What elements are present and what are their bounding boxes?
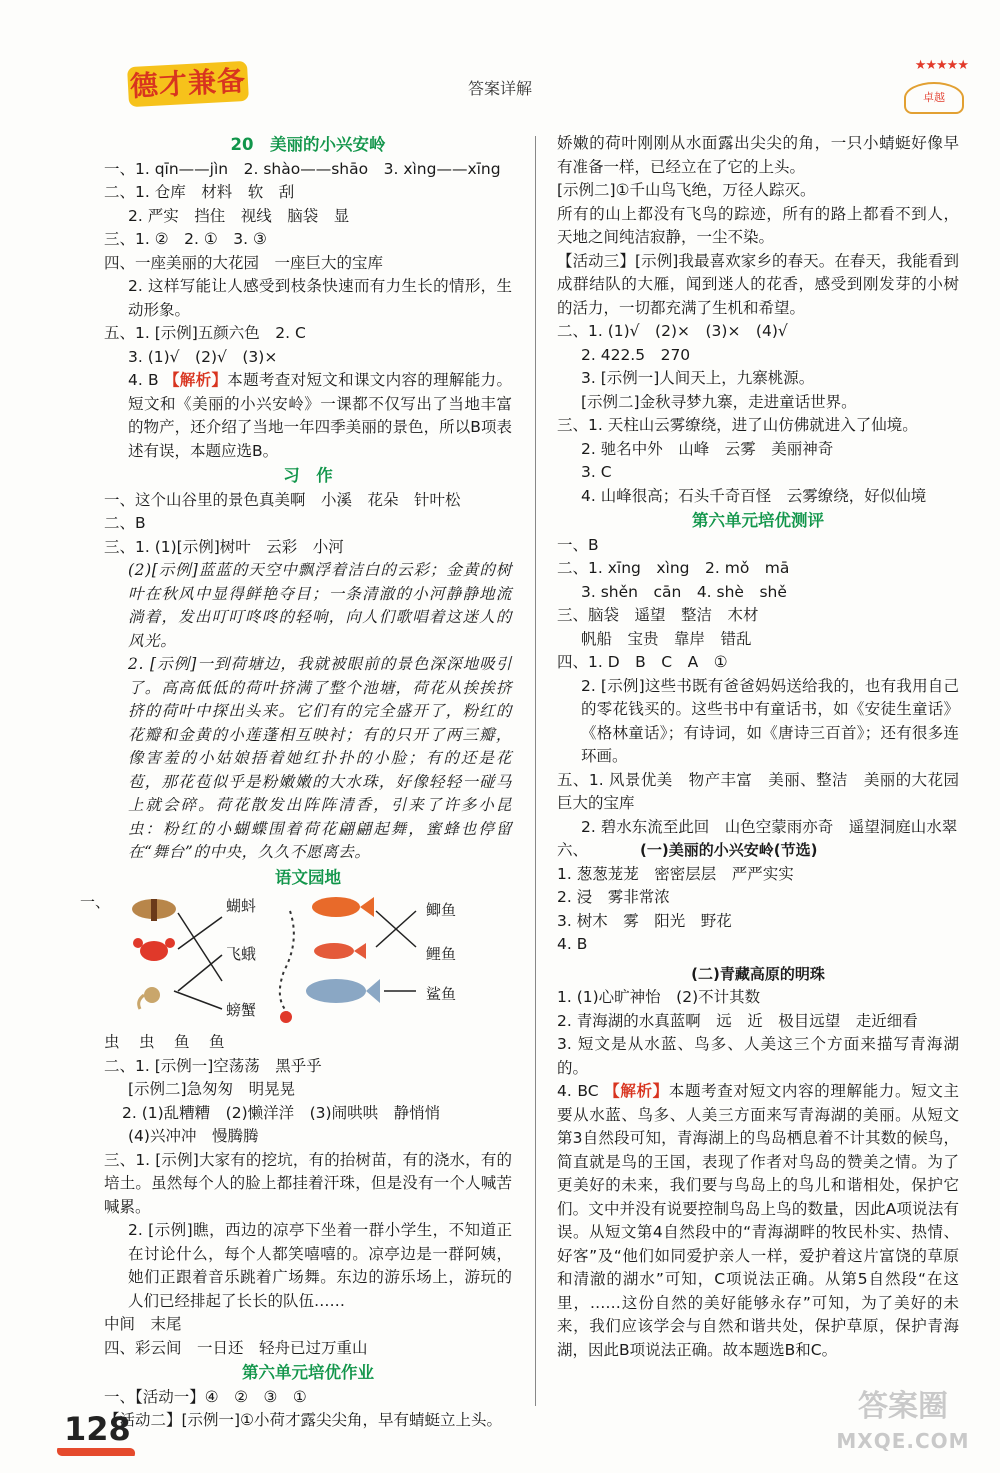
analysis-tag: 【解析】 (604, 1082, 669, 1100)
answer-line (557, 839, 959, 863)
category-labels: 虫 虫 鱼 鱼 (104, 1033, 227, 1051)
answer-line: 帆船 宝贵 靠岸 错乱 (581, 629, 752, 648)
match-word-left: 蝴蚪 (226, 897, 257, 915)
subsection-title: (二)青藏高原的明珠 (691, 964, 825, 983)
section-title: 20 美丽的小兴安岭 (230, 135, 386, 154)
answer-line: 2. 驰名中外 山峰 云雾 美丽神奇 (581, 439, 834, 458)
answer-line: 【活动二】[示例一]①小荷才露尖尖角，早有蜻蜓立上头。 (104, 1411, 502, 1429)
publisher-badge: 卓越 (904, 82, 964, 114)
answer-line: 【活动三】[示例]我最喜欢家乡的春天。在春天，我能看到成群结队的大雁，闻到迷人的花香，感受到刚发芽的小树的活力，一切都充满了生机和希望。 (557, 251, 959, 317)
answer-line: 一、【活动一】④ ② ③ ① (104, 1387, 307, 1406)
answer-line: 1. (1)心旷神怡 (2)不计其数 (557, 988, 761, 1006)
answer-line: 三、1. [示例]大家有的挖坑，有的抬树苗，有的浇水，有的培土。虽然每个人的脸上都挂着汗珠，但是没有一个人喊苦喊累。 (104, 1150, 512, 1216)
stars-icon: ★★★★★ (914, 58, 968, 73)
answer-line: 三、脑袋 遥望 整洁 木材 (557, 606, 759, 624)
answer-line: 四、一座美丽的大花园 一座巨大的宝库 (104, 253, 384, 272)
answer-line: 2. 青海湖的水真蓝啊 远 近 极目远望 走近细看 (557, 1011, 918, 1030)
answer-line: 一、这个山谷里的景色真美啊 小溪 花朵 针叶松 (104, 490, 461, 509)
answer-line: 一、B (557, 535, 599, 554)
answer-line: 1. 葱葱茏茏 密密层层 严严实实 (557, 864, 794, 883)
answer-line: 二、1. (1)√ (2)× (3)× (4)√ (557, 322, 788, 340)
moth-icon (132, 899, 176, 921)
answer-line: 3. (1)√ (2)√ (3)× (128, 347, 278, 366)
answer-line: 3. 短文是从水蓝、鸟多、人美这三个方面来描写青海湖的。 (557, 1035, 959, 1077)
answer-line: 2. 碧水东流至此回 山色空蒙雨亦奇 遥望洞庭山水翠 (581, 817, 958, 836)
answer-line: 二、1. 仓库 材料 软 刮 (104, 183, 295, 201)
handwritten-answer: (2)[示例]蓝蓝的天空中飘浮着洁白的云彩；金黄的树叶在秋风中显得鲜艳夺目；一条清澈的小河静静地流淌着，发出叮叮咚咚的轻响，向人们歌唱着这迷人的风光。 (128, 561, 512, 650)
answer-line: 3. 树木 雾 阳光 野花 (557, 911, 732, 930)
match-line (178, 955, 222, 991)
column-divider (535, 136, 536, 1406)
decorative-swoosh (55, 1448, 138, 1456)
analysis-paragraph (557, 1080, 959, 1362)
watermark-title: 答案圈 (858, 1389, 948, 1424)
right-column (557, 132, 975, 1362)
answer-line: 4. 山峰很高；石头千奇百怪 云雾缭绕，好似仙境 (581, 486, 927, 505)
analysis-paragraph (104, 369, 512, 463)
answer-line: [示例二]金秋寻梦九寨，走进童话世界。 (581, 392, 857, 411)
analysis-text: 本题考查对短文内容的理解能力。短文主要从水蓝、鸟多、人美三方面来写青海湖的美丽。从短文第3自然段可知，青海湖上的鸟岛栖息着不计其数的候鸟，简直就是鸟的王国，表现了作者对鸟岛的赞美之情。为了更美好的未来，我们要与鸟岛上的鸟儿和谐相处，保护它们。文中并没有说要控制鸟岛上鸟的数量，因此A项说法有误。从短文第4自然段中的“青海湖畔的牧民朴实、热情、好客”及“他们如同爱护亲人一样，爱护着这片富饶的草原和清澈的湖水”可知，C项说法正确。从第5自然段“在这里，……这份自然的美好能够永存”可知，为了美好的未来，我们应该学会与自然和谐共处，保护草原，保护青海湖，因此B项说法正确。故本题选B和C。 (557, 1082, 959, 1359)
answer-text: 4. BC (557, 1082, 605, 1100)
brand-logo: 德才兼备 (127, 61, 249, 107)
answer-line: 三、1. 天柱山云雾缭绕，进了山仿佛就进入了仙境。 (557, 416, 918, 434)
answer-line: 所有的山上都没有飞鸟的踪迹，所有的路上都看不到人，天地之间纯洁寂静，一尘不染。 (557, 204, 959, 246)
subsection-title: (一)美丽的小兴安岭(节选) (640, 841, 818, 859)
section-title: 第六单元培优测评 (692, 511, 824, 530)
answer-line: (4)兴冲冲 慢腾腾 (128, 1127, 259, 1145)
answer-line: 四、彩云间 一日还 轻舟已过万重山 (104, 1338, 368, 1357)
answer-line: 五、1. 风景优美 物产丰富 美丽、整洁 美丽的大花园 巨大的宝库 (557, 770, 975, 812)
answer-line: 二、B (104, 514, 146, 532)
answer-line: 三、1. (1)[示例]树叶 云彩 小河 (104, 537, 344, 556)
watermark-url: MXQE.COM (836, 1429, 970, 1453)
match-word-right: 鲤鱼 (426, 945, 457, 963)
answer-line: 2. 422.5 270 (581, 345, 691, 364)
match-word-right: 鲫鱼 (426, 901, 457, 919)
answer-line: 2. 浸 雾非常浓 (557, 888, 670, 906)
answer-line: 3. shěn cān 4. shè shě (581, 582, 787, 601)
answer-line: 中间 末尾 (104, 1315, 182, 1333)
watermark (828, 1390, 978, 1458)
answer-line: 3. C (581, 463, 612, 481)
tadpole-icon (139, 987, 160, 1009)
match-word-right: 鲨鱼 (426, 985, 457, 1003)
answer-line: [示例二]①千山鸟飞绝，万径人踪灭。 (557, 181, 816, 199)
answer-line: 娇嫩的荷叶刚刚从水面露出尖尖的角，一只小蜻蜓好像早有准备一样，已经立在了它的上头。 (557, 134, 959, 176)
analysis-text: 本题考查对短文和课文内容的理解能力。短文和《美丽的小兴安岭》一课都不仅写出了当地丰富的物产，还介绍了当地一年四季美丽的景色，所以B项表述有误，本题应选B。 (128, 371, 512, 460)
answer-line: 3. [示例一]人间天上，九寨桃源。 (581, 369, 815, 387)
answer-line: 2. 严实 挡住 视线 脑袋 显 (128, 206, 350, 225)
answer-text: 4. B (128, 371, 164, 389)
section-title: 第六单元培优作业 (242, 1363, 374, 1382)
answer-line: 一、1. qīn——jìn 2. shào——shāo 3. xìng——xīng (104, 159, 501, 178)
answer-line: 二、1. [示例一]空荡荡 黑乎乎 (104, 1056, 322, 1075)
answer-line: [示例二]急匆匆 明晃晃 (128, 1080, 296, 1098)
answer-line: 五、1. [示例]五颜六色 2. C (104, 324, 306, 342)
crab-icon (133, 938, 175, 961)
answer-line: 四、1. D B C A ① (557, 653, 728, 671)
shark-icon (306, 979, 380, 1003)
question-number: 六、 (557, 841, 589, 859)
page-number: 128 (64, 1410, 131, 1448)
section-title: 语文园地 (275, 867, 341, 887)
match-word-left: 飞蛾 (226, 945, 257, 963)
section-title: 习 作 (283, 466, 333, 485)
match-word-left: 螃蟹 (226, 1001, 257, 1019)
answer-line: 二、1. xīng xìng 2. mǒ mā (557, 559, 790, 577)
handwritten-answer: 2. [示例]一到荷塘边，我就被眼前的景色深深地吸引了。高高低低的荷叶挤满了整个池塘，荷花从挨挨挤挤的荷叶中探出头来。它们有的完全盛开了，粉红的花瓣和金黄的小莲蓬相互映衬；有的只开了两三瓣，像害羞的小姑娘捂着她红扑扑的小脸；有的还是花苞，那花苞似乎是粉嫩嫩的大水珠，好像轻轻一碰马上就会碎。荷花散发出阵阵清香，引来了许多小昆虫：粉红的小蝴蝶围着荷花翩翩起舞，蜜蜂也停留在“舞台”的中央，久久不愿离去。 (128, 655, 512, 861)
matching-exercise (80, 891, 512, 1029)
answer-line: 2. (1)乱糟糟 (2)懒洋洋 (3)闹哄哄 静悄悄 (122, 1103, 441, 1122)
analysis-tag: 【解析】 (163, 371, 228, 389)
answer-line: 三、1. ② 2. ① 3. ③ (104, 230, 267, 248)
crucian-icon (314, 943, 366, 959)
page-header-title: 答案详解 (467, 79, 532, 98)
answer-line: 2. 这样写能让人感受到枝条快速而有力生长的情形，生动形象。 (128, 277, 512, 319)
match-prefix: 一、 (80, 893, 111, 911)
answer-line: 2. [示例]这些书既有爸爸妈妈送给我的，也有我用自己的零花钱买的。这些书中有童话书，如《安徒生童话》《格林童话》；有诗词，如《唐诗三百首》；还有很多连环画。 (581, 676, 959, 765)
answer-line: 4. B (557, 935, 588, 953)
left-column (80, 132, 512, 1433)
carp-icon (312, 897, 374, 917)
answer-line: 2. [示例]瞧，西边的凉亭下坐着一群小学生，不知道正在讨论什么，每个人都笑嘻嘻的。凉亭边是一群阿姨，她们正跟着音乐跳着广场舞。东边的游乐场上，游玩的人们已经排起了长长的队伍…… (128, 1221, 512, 1310)
